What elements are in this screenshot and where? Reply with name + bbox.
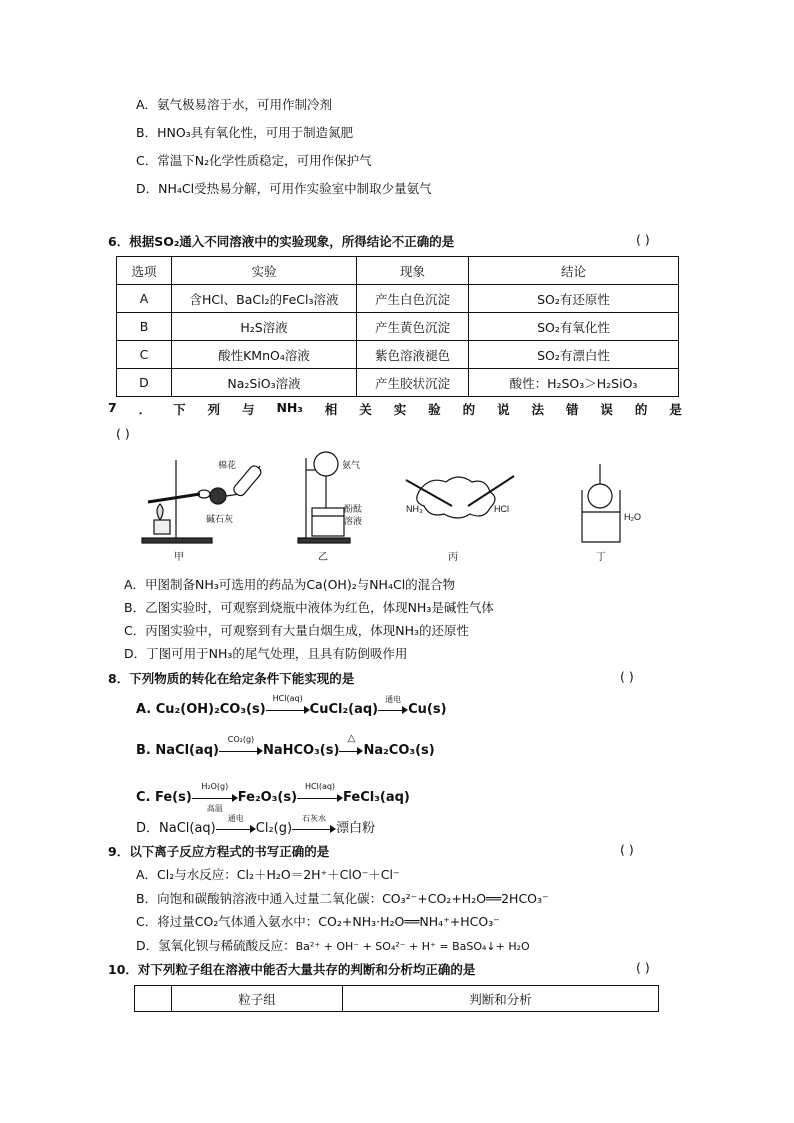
table-cell: 酸性KMnO₄溶液: [172, 341, 357, 369]
table-row: [117, 285, 679, 313]
q10-table: [134, 985, 659, 1012]
q7-option-b: B．乙图实验时，可观察到烧瓶中液体为红色，体现NH₃是碱性气体: [124, 600, 494, 615]
label-phenolphthalein: 酚酞: [344, 504, 363, 514]
reaction-arrow: [378, 694, 408, 717]
q7-stem-char: 列: [207, 402, 221, 417]
q7-stem-char: 错: [565, 402, 579, 417]
q7-stem-char: 实: [393, 402, 407, 417]
reaction-arrow: [192, 781, 238, 813]
q9-option-a: A．Cl₂与水反应：Cl₂＋H₂O＝2H⁺＋ClO⁻＋Cl⁻: [136, 867, 400, 882]
label-bing: 丙: [448, 552, 458, 563]
label-yi: 乙: [318, 552, 328, 563]
q8-stem: 8．下列物质的转化在给定条件下能实现的是: [108, 671, 355, 686]
table-cell: D: [117, 369, 172, 397]
q10-answer-paren: ( ): [636, 960, 650, 975]
product: Fe₂O₃(s): [237, 790, 298, 805]
table-cell: A: [117, 285, 172, 313]
arrow-condition-below: 高温: [206, 803, 223, 813]
q7-stem-char: 说: [497, 402, 510, 417]
table-header-cell: 现象: [357, 257, 469, 285]
q7-stem-char: 关: [359, 402, 372, 417]
label-jia: 甲: [174, 552, 184, 563]
reaction-arrow: [339, 732, 363, 758]
q5-option-a: A．氨气极易溶于水，可用作制冷剂: [136, 97, 333, 112]
product: Cu(s): [408, 702, 447, 717]
q7-stem-char: 的: [634, 402, 648, 417]
table-row: [117, 369, 679, 397]
arrow-condition: 通电: [385, 694, 402, 704]
reactant: C. Fe(s): [136, 790, 192, 805]
reactant: A. Cu₂(OH)₂CO₃(s): [136, 702, 266, 717]
table-cell: 产生白色沉淀: [357, 285, 469, 313]
q10-stem: 10．对下列粒子组在溶液中能否大量共存的判断和分析均正确的是: [108, 962, 476, 977]
label-h2o: H₂O: [624, 512, 641, 522]
product: FeCl₃(aq): [343, 790, 410, 805]
table-cell: SO₂有还原性: [469, 285, 679, 313]
table-header-row: [135, 986, 659, 1012]
table-header-cell: 选项: [117, 257, 172, 285]
arrow-condition: 通电: [227, 813, 244, 823]
table-header-cell: 粒子组: [172, 986, 343, 1012]
reaction-arrow: [219, 734, 263, 758]
q7-stem: [108, 400, 682, 418]
arrow-condition: △: [347, 732, 356, 744]
table-header-row: [117, 257, 679, 285]
q7-answer-paren: ( ): [116, 426, 130, 441]
q7-option-a: A．甲图制备NH₃可选用的药品为Ca(OH)₂与NH₄Cl的混合物: [124, 577, 456, 592]
table-header-cell: [135, 986, 172, 1012]
q7-stem-char: 下: [173, 402, 186, 417]
arrow-condition: 石灰水: [302, 813, 327, 823]
table-row: [117, 341, 679, 369]
q5-option-d: D．NH₄Cl受热易分解，可用作实验室中制取少量氨气: [136, 181, 432, 196]
q9-answer-paren: ( ): [620, 842, 634, 857]
q8-answer-paren: ( ): [620, 669, 634, 684]
reactant: D．NaCl(aq): [136, 821, 216, 836]
product: Na₂CO₃(s): [363, 743, 435, 758]
table-cell: SO₂有漂白性: [469, 341, 679, 369]
table-cell: C: [117, 341, 172, 369]
q5-option-b: B．HNO₃具有氧化性，可用于制造氮肥: [136, 125, 354, 140]
table-header-cell: 判断和分析: [343, 986, 659, 1012]
reaction-arrow: [266, 693, 310, 717]
label-ammonia: 氨气: [342, 460, 361, 470]
table-cell: SO₂有氧化性: [469, 313, 679, 341]
arrow-condition: H₂O(g): [201, 781, 229, 791]
q6-stem: 6．根据SO₂通入不同溶液中的实验现象，所得结论不正确的是: [108, 234, 455, 249]
reaction-arrow: [297, 781, 343, 805]
q7-apparatus-figure: [130, 450, 660, 568]
reactant: B. NaCl(aq): [136, 743, 219, 758]
q9-option-b: B．向饱和碳酸钠溶液中通入过量二氧化碳：CO₃²⁻+CO₂+H₂O══2HCO₃⁻: [136, 891, 549, 906]
table-cell: Na₂SiO₃溶液: [172, 369, 357, 397]
product: NaHCO₃(s): [262, 743, 340, 758]
table-cell: H₂S溶液: [172, 313, 357, 341]
product: 漂白粉: [336, 821, 376, 836]
apparatus-ding: [582, 464, 620, 542]
q8-option-c: [136, 781, 410, 813]
q7-stem-char: 是: [669, 402, 682, 417]
reaction-arrow: [216, 813, 256, 836]
q7-stem-char: 的: [462, 402, 476, 417]
arrow-condition: CO₂(g): [227, 734, 255, 744]
arrow-condition: HCl(aq): [272, 693, 303, 703]
product: CuCl₂(aq): [309, 702, 379, 717]
label-solution: 溶液: [344, 516, 363, 526]
apparatus-jia: [142, 460, 263, 543]
table-row: [117, 313, 679, 341]
q7-stem-char: 误: [600, 402, 613, 417]
q8-option-d: [136, 813, 376, 836]
q7-stem-char: NH₃: [276, 400, 303, 415]
q7-stem-char: 7: [108, 400, 117, 415]
q6-answer-paren: ( ): [636, 232, 650, 247]
q9-option-d-text: D．氢氧化钡与稀硫酸反应：: [136, 938, 296, 953]
table-cell: 产生黄色沉淀: [357, 313, 469, 341]
q9-stem: 9．以下离子反应方程式的书写正确的是: [108, 844, 330, 859]
q8-option-b: [136, 732, 435, 758]
q7-stem-char: 相: [324, 402, 338, 417]
table-header-cell: 实验: [172, 257, 357, 285]
q6-table: [116, 256, 679, 397]
reaction-arrow: [292, 813, 336, 836]
label-cotton: 棉花: [218, 460, 237, 470]
q7-stem-char: 验: [428, 402, 441, 417]
table-cell: B: [117, 313, 172, 341]
label-soda-lime: 碱石灰: [206, 514, 234, 524]
label-nh3: NH₃: [406, 504, 423, 514]
q9-option-d-equation: Ba²⁺ + OH⁻ + SO₄²⁻ + H⁺ = BaSO₄↓+ H₂O: [295, 940, 530, 953]
q7-option-d: D．丁图可用于NH₃的尾气处理，且具有防倒吸作用: [124, 646, 408, 661]
table-cell: 紫色溶液褪色: [357, 341, 469, 369]
table-header-cell: 结论: [469, 257, 679, 285]
q7-stem-char: 与: [242, 402, 255, 417]
table-cell: 产生胶状沉淀: [357, 369, 469, 397]
arrow-condition: HCl(aq): [305, 781, 336, 791]
q8-option-a: [136, 693, 447, 717]
q9-option-d: [136, 936, 530, 954]
q9-option-c: C．将过量CO₂气体通入氨水中：CO₂+NH₃·H₂O══NH₄⁺+HCO₃⁻: [136, 914, 500, 929]
q7-stem-char: 法: [531, 402, 545, 417]
product: Cl₂(g): [255, 821, 293, 836]
q7-option-c: C．丙图实验中，可观察到有大量白烟生成，体现NH₃的还原性: [124, 623, 469, 638]
table-cell: 含HCl、BaCl₂的FeCl₃溶液: [172, 285, 357, 313]
q7-stem-char: ．: [138, 402, 152, 417]
label-hcl: HCl: [494, 504, 509, 514]
table-cell: 酸性：H₂SO₃＞H₂SiO₃: [469, 369, 679, 397]
q5-option-c: C．常温下N₂化学性质稳定，可用作保护气: [136, 153, 372, 168]
label-ding: 丁: [596, 552, 606, 563]
